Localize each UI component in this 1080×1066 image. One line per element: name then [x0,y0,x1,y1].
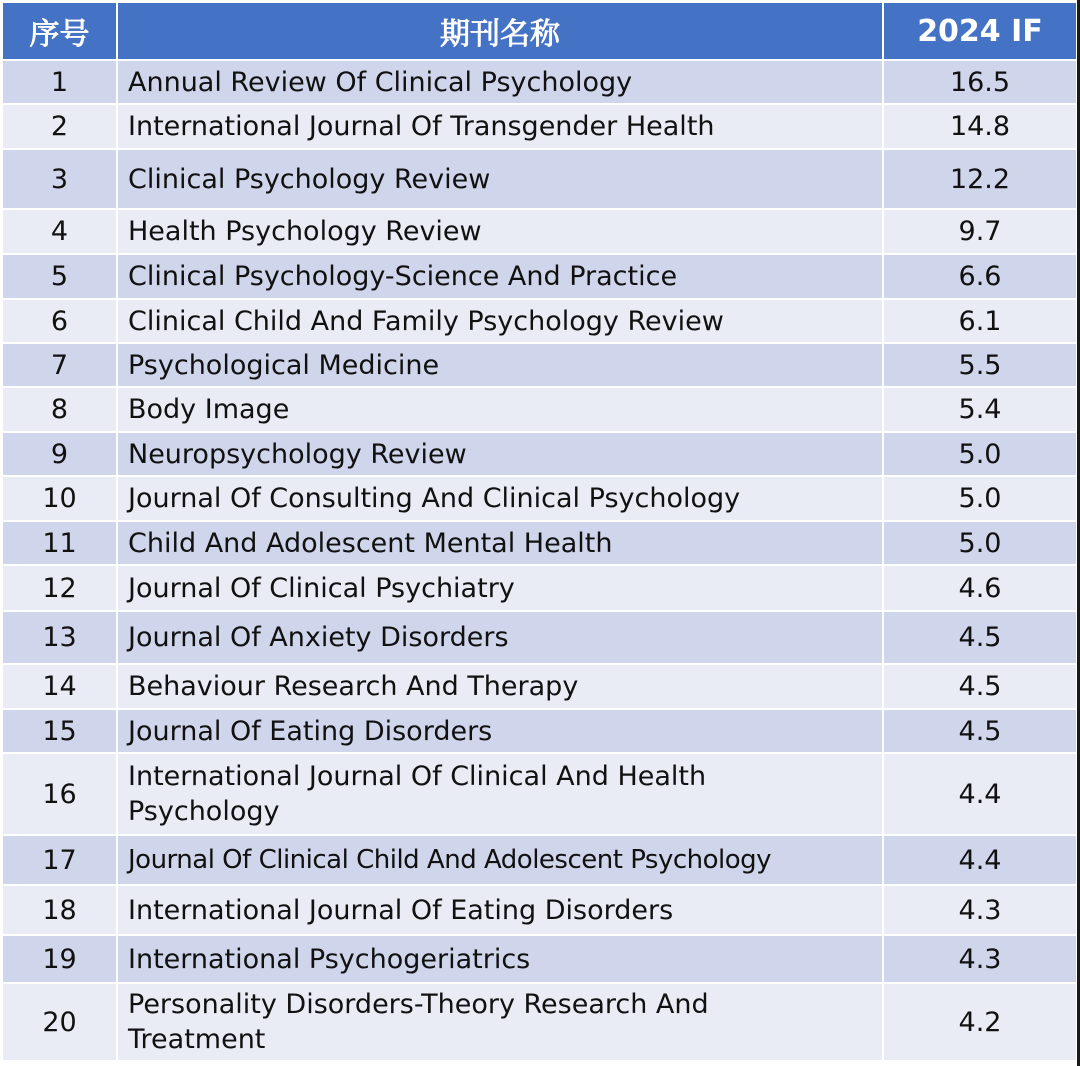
header-journal-name: 期刊名称 [118,3,884,61]
row-index: 10 [3,477,118,522]
row-index: 1 [3,61,118,105]
impact-factor: 5.4 [884,388,1076,433]
row-index: 5 [3,255,118,300]
impact-factor: 4.3 [884,936,1076,984]
impact-factor: 6.6 [884,255,1076,300]
table-row [3,566,1076,612]
table-row [3,255,1076,300]
table-header-row [3,3,1076,61]
impact-factor: 4.4 [884,836,1076,886]
row-index: 3 [3,150,118,210]
journal-impact-factor-table [3,3,1076,1062]
journal-name: Health Psychology Review [118,210,884,255]
row-index: 17 [3,836,118,886]
impact-factor: 4.2 [884,984,1076,1062]
table-row [3,61,1076,105]
table-row [3,984,1076,1062]
journal-name: Journal Of Consulting And Clinical Psychology [118,477,884,522]
table-row [3,886,1076,936]
impact-factor: 12.2 [884,150,1076,210]
impact-factor: 4.5 [884,665,1076,710]
table-row [3,105,1076,150]
row-index: 2 [3,105,118,150]
table-row [3,836,1076,886]
journal-name: Psychological Medicine [118,344,884,388]
table-row [3,477,1076,522]
journal-name: Journal Of Anxiety Disorders [118,612,884,665]
row-index: 9 [3,433,118,477]
row-index: 11 [3,522,118,566]
table-row [3,710,1076,754]
journal-name: Journal Of Eating Disorders [118,710,884,754]
row-index: 6 [3,300,118,344]
row-index: 8 [3,388,118,433]
journal-name: Behaviour Research And Therapy [118,665,884,710]
table-row [3,388,1076,433]
table-row [3,300,1076,344]
impact-factor: 5.0 [884,522,1076,566]
impact-factor: 6.1 [884,300,1076,344]
table-row [3,754,1076,836]
row-index: 19 [3,936,118,984]
impact-factor: 4.5 [884,612,1076,665]
journal-name: Body Image [118,388,884,433]
journal-name: International Journal Of Eating Disorders [118,886,884,936]
journal-name: Clinical Psychology Review [118,150,884,210]
row-index: 18 [3,886,118,936]
table-row [3,522,1076,566]
journal-name: Neuropsychology Review [118,433,884,477]
impact-factor: 4.3 [884,886,1076,936]
impact-factor: 4.6 [884,566,1076,612]
impact-factor: 16.5 [884,61,1076,105]
journal-name: Annual Review Of Clinical Psychology [118,61,884,105]
journal-name: Journal Of Clinical Child And Adolescent Psychology [118,836,884,886]
table-row [3,612,1076,665]
row-index: 15 [3,710,118,754]
journal-name: International Journal Of Clinical And Health Psychology [118,754,884,836]
row-index: 7 [3,344,118,388]
impact-factor: 5.5 [884,344,1076,388]
journal-name: Journal Of Clinical Psychiatry [118,566,884,612]
impact-factor: 9.7 [884,210,1076,255]
row-index: 12 [3,566,118,612]
table-row [3,665,1076,710]
row-index: 16 [3,754,118,836]
row-index: 14 [3,665,118,710]
impact-factor: 14.8 [884,105,1076,150]
impact-factor: 5.0 [884,433,1076,477]
journal-name: Clinical Child And Family Psychology Review [118,300,884,344]
table-row [3,433,1076,477]
row-index: 13 [3,612,118,665]
journal-name: International Journal Of Transgender Health [118,105,884,150]
row-index: 4 [3,210,118,255]
impact-factor: 5.0 [884,477,1076,522]
table-row [3,936,1076,984]
table-row [3,150,1076,210]
table-row [3,210,1076,255]
journal-name: International Psychogeriatrics [118,936,884,984]
table-row [3,344,1076,388]
journal-name: Clinical Psychology-Science And Practice [118,255,884,300]
journal-name: Personality Disorders-Theory Research And Treatment [118,984,884,1062]
journal-name: Child And Adolescent Mental Health [118,522,884,566]
impact-factor: 4.5 [884,710,1076,754]
header-index: 序号 [3,3,118,61]
impact-factor: 4.4 [884,754,1076,836]
row-index: 20 [3,984,118,1062]
header-impact-factor: 2024 IF [884,3,1076,61]
